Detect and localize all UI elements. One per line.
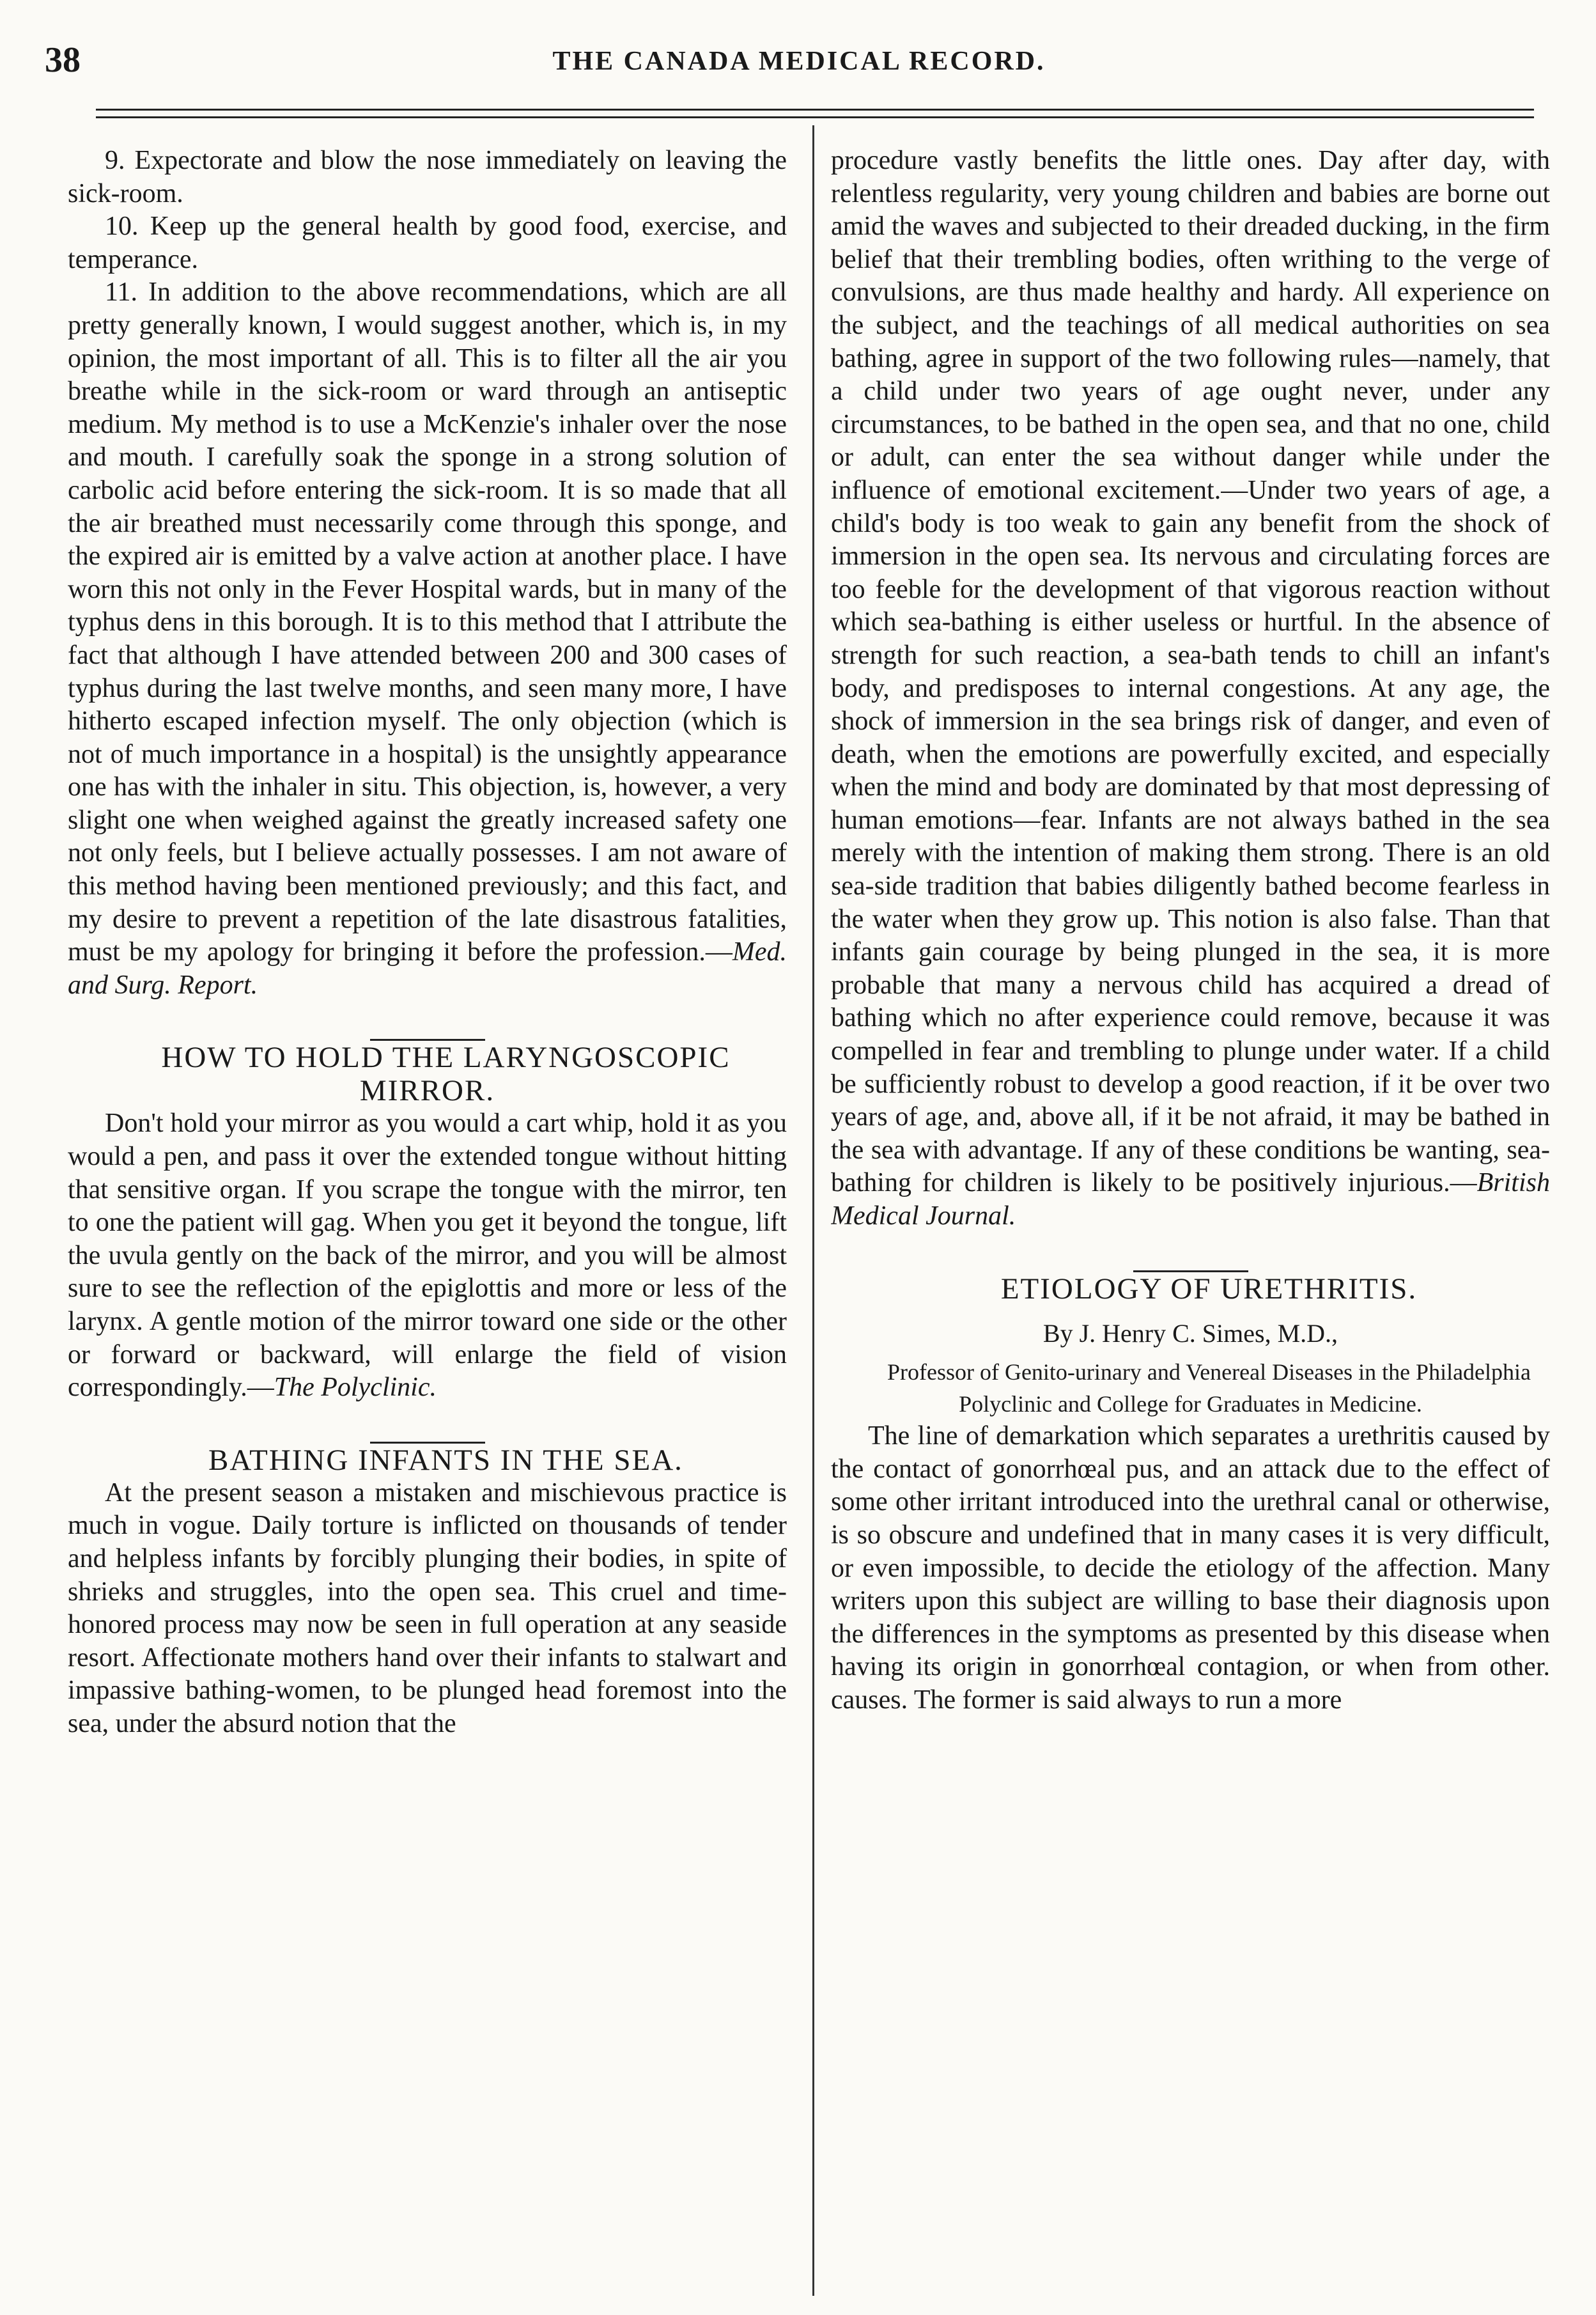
- author-byline: By J. Henry C. Simes, M.D.,: [1042, 1318, 1338, 1348]
- section-title-bathing: BATHING INFANTS IN THE SEA.: [208, 1443, 683, 1477]
- item-11-citation: Med. and Surg. Report.: [68, 937, 787, 1000]
- etiology-body: The line of demarkation which separates a urethritis caused by the contact of gonorrhœal pus, and an attack due to the effect of some other irritant introduced into the urethral canal or otherwise, is so obscure and undefined that in many cases it is very difficult, or even impossible, to decide the etiology of the affection. Many writers upon this subject are willing to base their diagnosis upon the differences in the symptoms as presented by this disease when having its origin in gonorrhœal contagion, or when from other. causes. The former is said always to run a more: [831, 1421, 1550, 1715]
- running-head: THE CANADA MEDICAL RECORD.: [552, 47, 1046, 76]
- item-11: [68, 276, 787, 1002]
- section-title-etiology: ETIOLOGY OF URETHRITIS.: [1000, 1272, 1418, 1306]
- header-rule-bottom: [96, 116, 1534, 118]
- left-column: [68, 144, 787, 2305]
- item-9: 9. Expectorate and blow the nose immediately on leaving the sick-room.: [68, 146, 787, 208]
- laryngoscopic-body: [68, 1107, 787, 1404]
- bathing-continued: [831, 144, 1550, 1233]
- author-affiliation: Professor of Genito-urinary and Venereal Diseases in the Philadelphia Polyclinic and College for Graduates in Medicine.: [887, 1359, 1531, 1417]
- laryngoscopic-citation: The Polyclinic.: [274, 1373, 437, 1403]
- page-header: [45, 40, 1553, 91]
- header-rule-top: [96, 109, 1534, 111]
- right-column: [831, 144, 1550, 2305]
- section-title-laryngoscopic: HOW TO HOLD THE LARYNGOSCOPIC MIRROR.: [161, 1041, 731, 1108]
- item-10: 10. Keep up the general health by good food, exercise, and temperance.: [68, 212, 787, 274]
- bathing-citation: British Medical Journal.: [831, 1168, 1550, 1231]
- column-divider: [812, 125, 814, 2296]
- page-number: 38: [45, 40, 81, 80]
- bathing-continued-text: procedure vastly benefits the little ones. Day after day, with relentless regularity, very young children and babies are borne out amid the waves and subjected to their dreaded ducking, in the firm belief that their trembling bodies, often writhing to the verge of convulsions, are thus made healthy and hardy. All experience on the subject, and the teachings of all medical authorities on sea bathing, agree in support of the two following rules—namely, that a child under two years of age ought never, under any circumstances, to be bathed in the open sea, and that no one, child or adult, can enter the sea without danger while under the influence of emotional excitement.—Under two years of age, a child's body is too weak to gain any benefit from the shock of immersion in the open sea. Its nervous and circulating forces are too feeble for the development of that vigorous reaction without which sea-bathing is either useless or hurtful. In the absence of strength for such reaction, a sea-bath tends to chill an infant's body, and predisposes to internal congestions. At any age, the shock of immersion in the sea brings risk of danger, and even of death, when the emotions are powerfully excited, and especially when the mind and body are dominated by that most depressing of human emotions—fear. Infants are not always bathed in the sea merely with the intention of making them strong. There is an old sea-side tradition that babies diligently bathed become fearless in the water when they grow up. This notion is also false. Than that infants gain courage by being plunged in the sea, it is more probable that many a nervous child has acquired a dread of bathing which no after experience could remove, because it was compelled in fear and trembling to plunge under water. If a child be sufficiently robust to develop a good reaction, if it be over two years of age, and, above all, if it be not afraid, it may be bathed in the sea with advantage. If any of these conditions be wanting, sea-bathing for children is likely to be positively injurious.—: [831, 146, 1550, 1198]
- item-11-text: 11. In addition to the above recommendations, which are all pretty generally known, I would suggest another, which is, in my opinion, the most important of all. This is to filter all the air you breathe while in the sick-room or ward through an antiseptic medium. My method is to use a McKenzie's inhaler over the nose and mouth. I carefully soak the sponge in a strong solution of carbolic acid before entering the sick-room. It is so made that all the air breathed must necessarily come through this sponge, and the expired air is emitted by a valve action at another place. I have worn this not only in the Fever Hospital wards, but in many of the typhus dens in this borough. It is to this method that I attribute the fact that although I have attended between 200 and 300 cases of typhus during the last twelve months, and seen many more, I have hitherto escaped infection myself. The only objection (which is not of much importance in a hospital) is the unsightly appearance one has with the inhaler in situ. This objection, is, however, a very slight one when weighed against the greatly increased safety one not only feels, but I believe actually possesses. I am not aware of this method having been mentioned previously; and this fact, and my desire to prevent a repetition of the late disastrous fatalities, must be my apology for bringing it before the profession.—: [68, 277, 787, 967]
- bathing-body: At the present season a mistaken and mischievous practice is much in vogue. Daily torture is inflicted on thousands of tender and helpless infants by forcibly plunging their bodies, in spite of shrieks and struggles, into the open sea. This cruel and time-honored process may now be seen in full operation at any seaside resort. Affectionate mothers hand over their infants to stalwart and impassive bathing-women, to be plunged head foremost into the sea, under the absurd notion that the: [68, 1477, 787, 1738]
- laryngoscopic-text: Don't hold your mirror as you would a cart whip, hold it as you would a pen, and pass it over the extended tongue without hitting that sensitive organ. If you scrape the tongue with the mirror, ten to one the patient will gag. When you get it beyond the tongue, lift the uvula gently on the back of the mirror, and you will be almost sure to see the reflection of the epiglottis and more or less of the larynx. A gentle motion of the mirror toward one side or the other or forward or backward, will enlarge the field of vision correspondingly.—: [68, 1109, 787, 1403]
